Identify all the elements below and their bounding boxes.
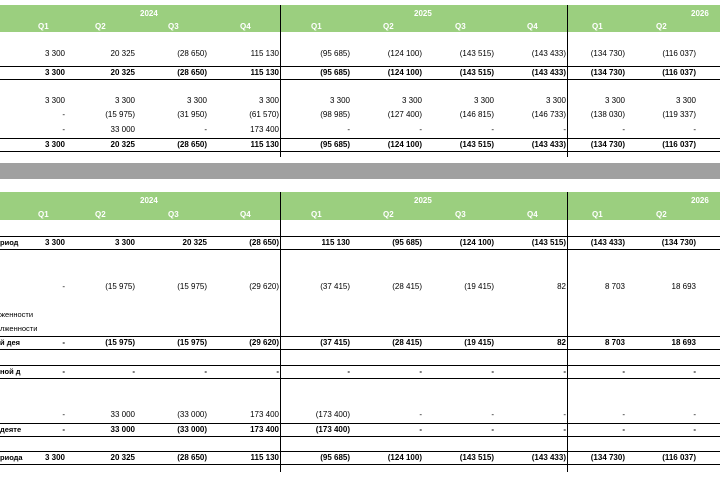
cell-value[interactable]: (15 975) (105, 110, 135, 119)
cell-value[interactable]: (15 975) (177, 282, 207, 291)
cell-value[interactable]: - (693, 125, 696, 134)
cell-value[interactable]: (98 985) (320, 110, 350, 119)
cell-value[interactable]: - (204, 367, 207, 376)
cell-value[interactable]: 33 000 (110, 425, 135, 434)
cell-value[interactable]: - (419, 410, 422, 419)
cell-value[interactable]: (119 337) (662, 110, 696, 119)
cell-value[interactable]: - (419, 367, 422, 376)
cell-value[interactable]: (116 037) (662, 49, 696, 58)
cell-value[interactable]: (28 650) (249, 238, 279, 247)
cell-value[interactable]: 8 703 (604, 282, 625, 291)
cell-value[interactable]: 3 300 (44, 49, 65, 58)
cell-value[interactable]: 3 300 (545, 96, 566, 105)
cell-value[interactable]: 3 300 (114, 238, 135, 247)
cell-value[interactable]: (124 100) (387, 68, 422, 77)
cell-value[interactable]: (15 975) (105, 338, 135, 347)
cell-value[interactable]: - (419, 125, 422, 134)
cell-value[interactable]: - (491, 125, 494, 134)
cell-value[interactable]: (28 650) (177, 49, 207, 58)
cell-value[interactable]: 3 300 (44, 453, 65, 462)
cell-value[interactable]: (95 685) (320, 68, 350, 77)
cell-value[interactable]: 3 300 (186, 96, 207, 105)
cell-value[interactable]: (127 400) (387, 110, 422, 119)
cell-value[interactable]: 115 130 (250, 140, 279, 149)
bottom-q: Q2 (656, 210, 667, 219)
top-q: Q1 (311, 22, 322, 31)
cell-value[interactable]: - (693, 367, 696, 376)
cell-value[interactable]: - (563, 425, 566, 434)
total-row (0, 336, 720, 350)
cell-value[interactable]: (29 620) (249, 338, 279, 347)
top-q: Q4 (240, 22, 251, 31)
cell-value[interactable]: (33 000) (177, 410, 207, 419)
table-row (0, 409, 720, 421)
cell-value[interactable]: - (491, 367, 494, 376)
cell-value[interactable]: 33 000 (110, 125, 135, 134)
year-divider (567, 5, 568, 157)
cell-value[interactable]: (143 433) (590, 238, 625, 247)
cell-value[interactable]: 20 325 (110, 140, 135, 149)
cell-value[interactable]: (134 730) (661, 238, 696, 247)
cell-value[interactable]: (95 685) (320, 453, 350, 462)
cell-value[interactable]: - (563, 125, 566, 134)
bottom-year-2024: 2024 (140, 196, 158, 205)
cell-value[interactable]: (28 650) (177, 140, 207, 149)
cell-value[interactable]: 3 300 (114, 96, 135, 105)
cell-value[interactable]: (146 733) (531, 110, 566, 119)
cell-value[interactable]: (143 433) (531, 453, 566, 462)
cell-value[interactable]: 3 300 (401, 96, 422, 105)
cell-value[interactable]: (15 975) (177, 338, 207, 347)
cell-value[interactable]: (33 000) (177, 425, 207, 434)
row-label: женности (0, 310, 34, 319)
cell-value[interactable]: (134 730) (590, 68, 625, 77)
cell-value[interactable]: - (622, 425, 625, 434)
cell-value[interactable]: - (693, 410, 696, 419)
cell-value[interactable]: - (276, 367, 279, 376)
total-row (0, 365, 720, 379)
cell-value[interactable]: (29 620) (249, 282, 279, 291)
cell-value[interactable]: - (204, 125, 207, 134)
cell-value[interactable]: - (563, 367, 566, 376)
row-label: лженности (0, 324, 38, 333)
total-row (0, 66, 720, 80)
cell-value[interactable]: (173 400) (315, 410, 350, 419)
cell-value[interactable]: (134 730) (590, 140, 625, 149)
cell-value[interactable]: - (62, 338, 65, 347)
bottom-q: Q1 (592, 210, 603, 219)
cell-value[interactable]: 3 300 (44, 68, 65, 77)
year-divider (280, 5, 281, 157)
row-label: риод (0, 238, 19, 247)
table-row (0, 124, 720, 136)
cell-value[interactable]: (134 730) (590, 49, 625, 58)
cell-value[interactable]: (37 415) (320, 282, 350, 291)
cell-value[interactable]: (134 730) (590, 453, 625, 462)
top-q: Q1 (38, 22, 49, 31)
cell-value[interactable]: - (62, 410, 65, 419)
row-label: й дея (0, 338, 21, 347)
cell-value[interactable]: (31 950) (177, 110, 207, 119)
cell-value[interactable]: (143 515) (459, 453, 494, 462)
cell-value[interactable]: 115 130 (250, 453, 279, 462)
cell-value[interactable]: 18 693 (671, 282, 696, 291)
cell-value[interactable]: 3 300 (258, 96, 279, 105)
cell-value[interactable]: 3 300 (44, 96, 65, 105)
cell-value[interactable]: (173 400) (315, 425, 350, 434)
cell-value[interactable]: 3 300 (473, 96, 494, 105)
cell-value[interactable]: (143 515) (459, 140, 494, 149)
cell-value[interactable]: 82 (557, 338, 566, 347)
bottom-q: Q4 (240, 210, 251, 219)
cell-value[interactable]: (15 975) (105, 282, 135, 291)
cell-value[interactable]: (95 685) (392, 238, 422, 247)
bottom-q: Q4 (527, 210, 538, 219)
cell-value[interactable]: (124 100) (387, 453, 422, 462)
cell-value[interactable]: 115 130 (250, 49, 279, 58)
cell-value[interactable]: - (693, 425, 696, 434)
cell-value[interactable]: 3 300 (44, 140, 65, 149)
cell-value[interactable]: (143 515) (459, 68, 494, 77)
bottom-header (0, 192, 720, 220)
top-q: Q1 (592, 22, 603, 31)
cell-value[interactable]: (37 415) (320, 338, 350, 347)
bottom-q: Q3 (455, 210, 466, 219)
cell-value[interactable]: 20 325 (110, 68, 135, 77)
cell-value[interactable]: 20 325 (110, 49, 135, 58)
bottom-q: Q2 (383, 210, 394, 219)
cell-value[interactable]: (124 100) (387, 49, 422, 58)
top-q: Q2 (95, 22, 106, 31)
top-q: Q3 (455, 22, 466, 31)
row-label: риода (0, 453, 23, 462)
top-header (0, 5, 720, 32)
top-year-2026: 2026 (691, 9, 709, 18)
top-year-2024: 2024 (140, 9, 158, 18)
bottom-year-2025: 2025 (414, 196, 432, 205)
cell-value[interactable]: 8 703 (604, 338, 625, 347)
cell-value[interactable]: (28 415) (392, 338, 422, 347)
table-row (0, 323, 720, 335)
total-row (0, 423, 720, 437)
top-q: Q2 (656, 22, 667, 31)
bottom-q: Q3 (168, 210, 179, 219)
table-row (0, 95, 720, 107)
cell-value[interactable]: (19 415) (464, 282, 494, 291)
cell-value[interactable]: - (62, 425, 65, 434)
row-label: ной д (0, 367, 21, 376)
cell-value[interactable]: 82 (557, 282, 566, 291)
bottom-year-2026: 2026 (691, 196, 709, 205)
total-row (0, 236, 720, 250)
cell-value[interactable]: - (347, 125, 350, 134)
bottom-q: Q2 (95, 210, 106, 219)
cell-value[interactable]: (116 037) (662, 68, 696, 77)
table-row (0, 109, 720, 121)
cell-value[interactable]: 173 400 (250, 410, 279, 419)
cell-value[interactable]: (138 030) (590, 110, 625, 119)
top-q: Q2 (383, 22, 394, 31)
cell-value[interactable]: 115 130 (321, 238, 350, 247)
top-q: Q4 (527, 22, 538, 31)
total-row (0, 138, 720, 152)
cell-value[interactable]: - (62, 282, 65, 291)
cell-value[interactable]: - (132, 367, 135, 376)
cell-value[interactable]: (28 650) (177, 68, 207, 77)
top-year-2025: 2025 (414, 9, 432, 18)
cell-value[interactable]: - (491, 425, 494, 434)
total-row (0, 451, 720, 465)
cell-value[interactable]: (143 433) (531, 68, 566, 77)
table-row (0, 48, 720, 60)
cell-value[interactable]: 20 325 (110, 453, 135, 462)
cell-value[interactable]: (143 433) (531, 140, 566, 149)
row-label: деяте (0, 425, 22, 434)
cell-value[interactable]: - (491, 410, 494, 419)
cell-value[interactable]: - (622, 125, 625, 134)
cell-value[interactable]: 3 300 (675, 96, 696, 105)
cell-value[interactable]: 3 300 (44, 238, 65, 247)
cell-value[interactable]: (116 037) (662, 140, 696, 149)
cell-value[interactable]: (28 415) (392, 282, 422, 291)
cell-value[interactable]: - (622, 367, 625, 376)
year-divider (567, 192, 568, 472)
cell-value[interactable]: - (62, 110, 65, 119)
cell-value[interactable]: 3 300 (329, 96, 350, 105)
cell-value[interactable]: 3 300 (604, 96, 625, 105)
cell-value[interactable]: (61 570) (249, 110, 279, 119)
cell-value[interactable]: - (563, 410, 566, 419)
cell-value[interactable]: - (622, 410, 625, 419)
cell-value[interactable]: 33 000 (110, 410, 135, 419)
cell-value[interactable]: (116 037) (662, 453, 696, 462)
cell-value[interactable]: (146 815) (459, 110, 494, 119)
table-row (0, 309, 720, 321)
cell-value[interactable]: - (419, 425, 422, 434)
cell-value[interactable]: (95 685) (320, 140, 350, 149)
bottom-q: Q1 (38, 210, 49, 219)
year-divider (280, 192, 281, 472)
cell-value[interactable]: - (62, 125, 65, 134)
cell-value[interactable]: (19 415) (464, 338, 494, 347)
cell-value[interactable]: (95 685) (320, 49, 350, 58)
cell-value[interactable]: (143 515) (459, 49, 494, 58)
cell-value[interactable]: (28 650) (177, 453, 207, 462)
cell-value[interactable]: (124 100) (459, 238, 494, 247)
cell-value[interactable]: 173 400 (250, 425, 279, 434)
cell-value[interactable]: 18 693 (671, 338, 696, 347)
cell-value[interactable]: - (62, 367, 65, 376)
top-q: Q3 (168, 22, 179, 31)
cell-value[interactable]: 20 325 (182, 238, 207, 247)
cell-value[interactable]: 173 400 (250, 125, 279, 134)
cell-value[interactable]: (124 100) (387, 140, 422, 149)
cell-value[interactable]: - (347, 367, 350, 376)
cell-value[interactable]: (143 515) (531, 238, 566, 247)
cell-value[interactable]: 115 130 (250, 68, 279, 77)
table-row (0, 281, 720, 293)
cell-value[interactable]: (143 433) (531, 49, 566, 58)
bottom-q: Q1 (311, 210, 322, 219)
section-separator (0, 163, 720, 179)
